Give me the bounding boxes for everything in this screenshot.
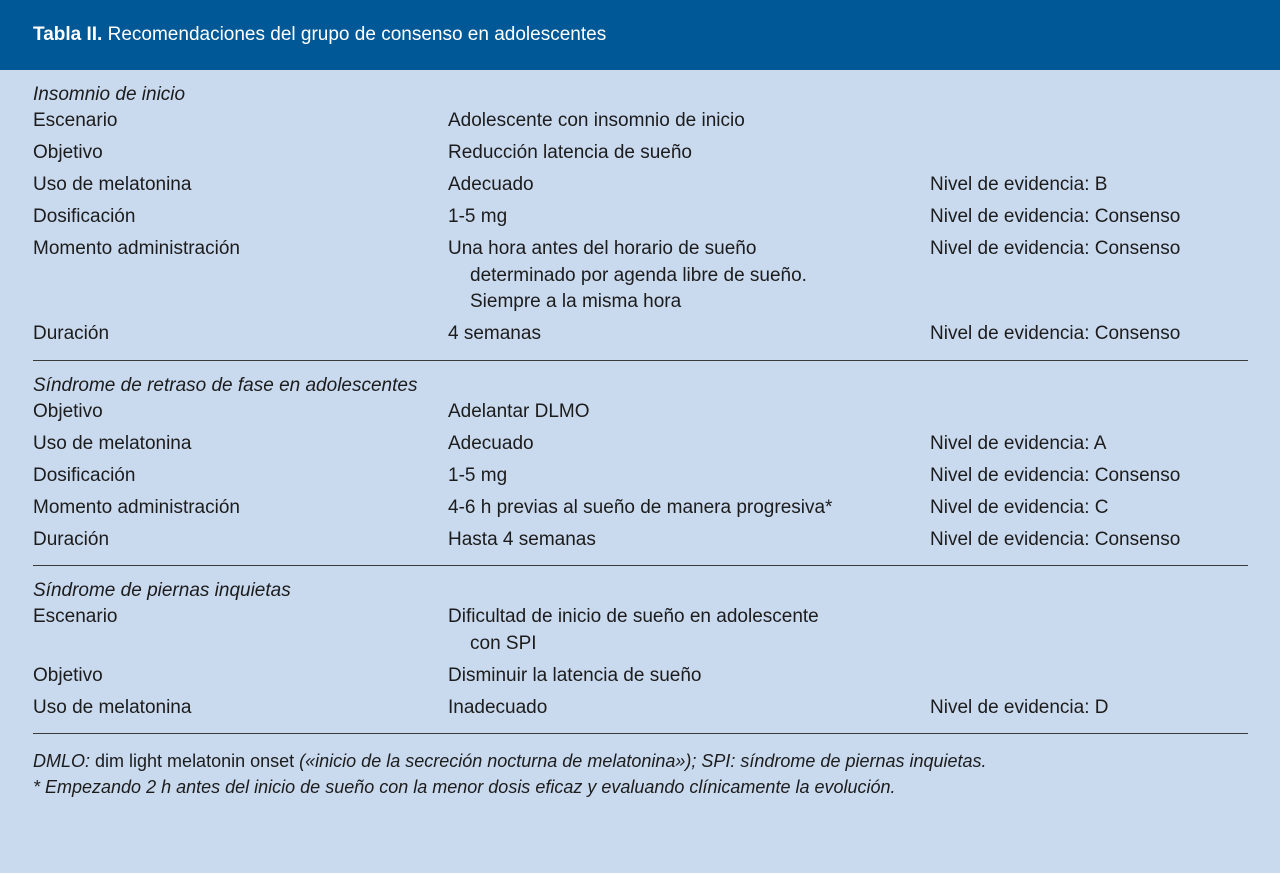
footnote-abbreviations <box>33 748 1248 774</box>
row-value-line: Hasta 4 semanas <box>448 528 596 550</box>
row-value-line: con SPI <box>470 632 537 654</box>
row-value <box>448 663 930 690</box>
row-value-line: Inadecuado <box>448 696 548 718</box>
row-label: Objetivo <box>33 664 103 686</box>
row-value <box>448 236 930 316</box>
row-value-line: 1-5 mg <box>448 206 508 227</box>
footnote-abbr-gloss: («inicio de la secreción nocturna de melatonina»); SPI: síndrome de piernas inquietas. <box>299 751 987 771</box>
row-value <box>448 495 930 522</box>
table-body <box>0 70 1280 800</box>
row-label: Objetivo <box>33 400 103 422</box>
row-value <box>448 527 930 554</box>
row-value <box>448 204 930 231</box>
row-value <box>448 321 930 348</box>
table-section <box>33 70 1248 361</box>
section-heading: Síndrome de retraso de fase en adolescentes <box>33 374 418 396</box>
row-value <box>448 140 930 167</box>
row-value-line: Adecuado <box>448 174 534 195</box>
row-value <box>448 108 930 135</box>
row-label: Duración <box>33 528 110 550</box>
table-row <box>33 204 1248 231</box>
row-label: Momento administración <box>33 496 240 518</box>
row-evidence: Nivel de evidencia: Consenso <box>930 238 1181 259</box>
table-row <box>33 604 1248 657</box>
row-value-line: 4 semanas <box>448 323 541 344</box>
row-evidence: Nivel de evidencia: B <box>930 174 1108 195</box>
row-label: Escenario <box>33 606 118 627</box>
table-row <box>33 236 1248 316</box>
table-row <box>33 431 1248 458</box>
row-value-line: 4-6 h previas al sueño de manera progresiva* <box>448 496 833 518</box>
row-evidence: Nivel de evidencia: D <box>930 696 1109 718</box>
row-evidence: Nivel de evidencia: C <box>930 496 1109 518</box>
row-evidence <box>930 604 1248 657</box>
table-row <box>33 495 1248 522</box>
table-row <box>33 527 1248 554</box>
table-section <box>33 566 1248 734</box>
footnote-asterisk: * Empezando 2 h antes del inicio de sueño con la menor dosis eficaz y evaluando clínicamente la evolución. <box>33 777 896 797</box>
row-evidence <box>930 108 1248 135</box>
table-row <box>33 463 1248 490</box>
row-label: Uso de melatonina <box>33 696 192 718</box>
row-label: Escenario <box>33 110 118 131</box>
row-value-line: determinado por agenda libre de sueño. <box>470 264 807 286</box>
table-row <box>33 321 1248 348</box>
row-value <box>448 431 930 458</box>
row-value <box>448 463 930 490</box>
row-label: Duración <box>33 323 110 344</box>
footnote-abbr: DMLO: <box>33 751 91 771</box>
row-value-line: 1-5 mg <box>448 464 508 486</box>
row-value-line: Adecuado <box>448 432 534 454</box>
table-section <box>33 361 1248 567</box>
row-value-line: Adelantar DLMO <box>448 400 590 422</box>
section-heading: Insomnio de inicio <box>33 84 186 105</box>
row-value-line: Dificultad de inicio de sueño en adolescente <box>448 606 819 627</box>
row-value-line: Reducción latencia de sueño <box>448 142 693 163</box>
table-label: Tabla II. <box>33 24 103 45</box>
row-label: Uso de melatonina <box>33 174 192 195</box>
row-value-line: Adolescente con insomnio de inicio <box>448 110 745 131</box>
row-value <box>448 399 930 426</box>
table-row <box>33 399 1248 426</box>
table-row <box>33 108 1248 135</box>
row-label: Uso de melatonina <box>33 432 192 454</box>
row-value-line: Disminuir la latencia de sueño <box>448 664 702 686</box>
row-value <box>448 604 930 657</box>
row-evidence: Nivel de evidencia: A <box>930 432 1107 454</box>
row-evidence: Nivel de evidencia: Consenso <box>930 528 1181 550</box>
row-evidence: Nivel de evidencia: Consenso <box>930 206 1181 227</box>
table-row <box>33 695 1248 722</box>
row-label: Objetivo <box>33 142 103 163</box>
row-evidence <box>930 399 1248 426</box>
table-row <box>33 172 1248 199</box>
row-evidence <box>930 663 1248 690</box>
table-row <box>33 663 1248 690</box>
row-evidence: Nivel de evidencia: Consenso <box>930 323 1181 344</box>
footnotes <box>33 734 1248 800</box>
row-label: Momento administración <box>33 238 240 259</box>
section-heading: Síndrome de piernas inquietas <box>33 580 291 601</box>
row-label: Dosificación <box>33 464 136 486</box>
row-value-line: Siempre a la misma hora <box>470 291 682 312</box>
footnote-abbr-text: dim light melatonin onset <box>95 751 295 771</box>
table-row <box>33 140 1248 167</box>
table-header <box>0 0 1280 70</box>
row-evidence <box>930 140 1248 167</box>
row-value-line: Una hora antes del horario de sueño <box>448 238 757 259</box>
table-title: Recomendaciones del grupo de consenso en adolescentes <box>107 24 607 45</box>
row-evidence: Nivel de evidencia: Consenso <box>930 464 1181 486</box>
row-label: Dosificación <box>33 206 136 227</box>
row-value <box>448 695 930 722</box>
row-value <box>448 172 930 199</box>
